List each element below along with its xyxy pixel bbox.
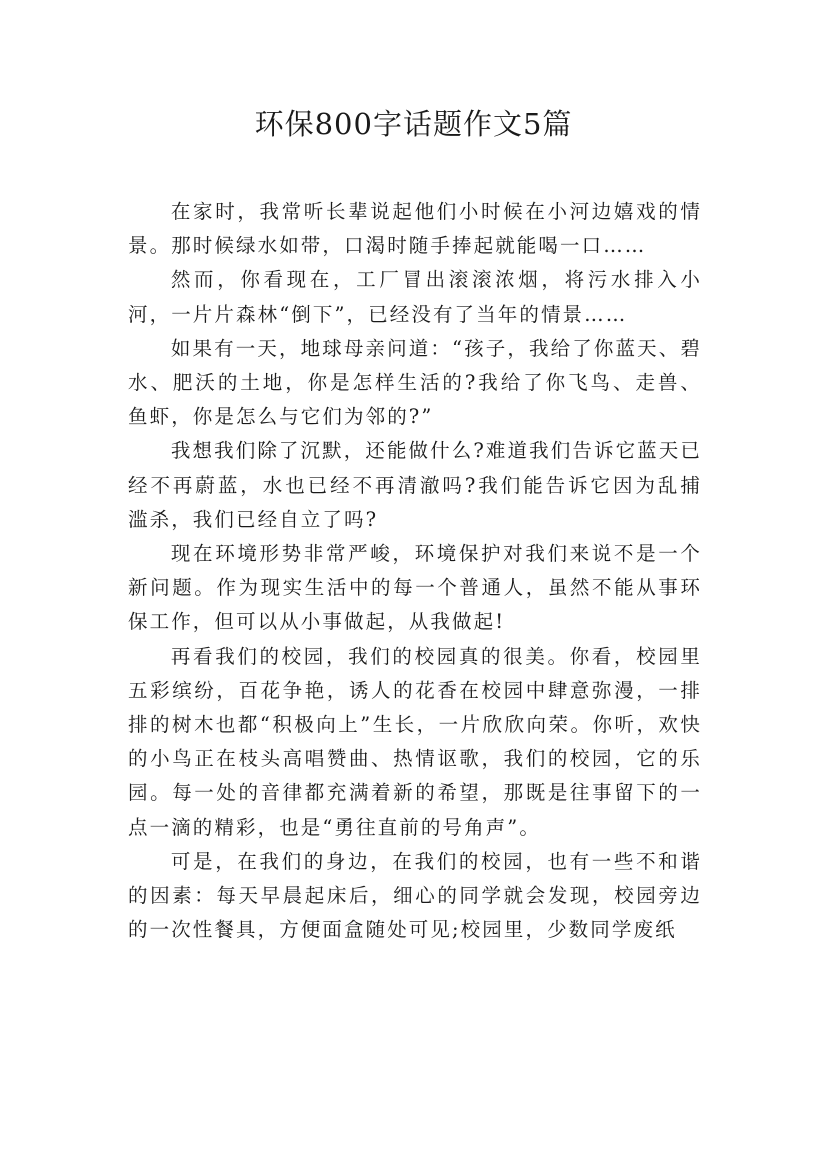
paragraph-3: 如果有一天，地球母亲问道：“孩子，我给了你蓝天、碧水、肥沃的土地，你是怎样生活的?我给了你飞鸟、走兽、鱼虾，你是怎么与它们为邻的?” [128, 336, 702, 429]
paragraph-7: 可是，在我们的身边，在我们的校园，也有一些不和谐的因素：每天早晨起床后，细心的同学就会发现，校园旁边的一次性餐具，方便面盒随处可见;校园里，少数同学废纸 [128, 849, 702, 942]
paragraph-1: 在家时，我常听长辈说起他们小时候在小河边嬉戏的情景。那时候绿水如带，口渴时随手捧起就能喝一口…… [128, 200, 702, 258]
paragraph-5: 现在环境形势非常严峻，环境保护对我们来说不是一个新问题。作为现实生活中的每一个普通人，虽然不能从事环保工作，但可以从小事做起，从我做起! [128, 542, 702, 634]
paragraph-6: 再看我们的校园，我们的校园真的很美。你看，校园里五彩缤纷，百花争艳，诱人的花香在校园中肆意弥漫，一排排的树木也都“积极向上”生长，一片欣欣向荣。你听，欢快的小鸟正在枝头高唱赞曲、热情讴歌，我们的校园，它的乐园。每一处的音律都充满着新的希望，那既是往事留下的一点一滴的精彩，也是“勇往直前的号角声”。 [128, 644, 702, 839]
paragraph-2: 然而，你看现在，工厂冒出滚滚浓烟，将污水排入小河，一片片森林“倒下”，已经没有了当年的情景…… [128, 268, 702, 326]
paragraph-4: 我想我们除了沉默，还能做什么?难道我们告诉它蓝天已经不再蔚蓝，水也已经不再清澈吗?我们能告诉它因为乱捕滥杀，我们已经自立了吗? [128, 439, 702, 531]
document-title: 环保800字话题作文5篇 [254, 107, 573, 141]
document-body [128, 195, 702, 947]
